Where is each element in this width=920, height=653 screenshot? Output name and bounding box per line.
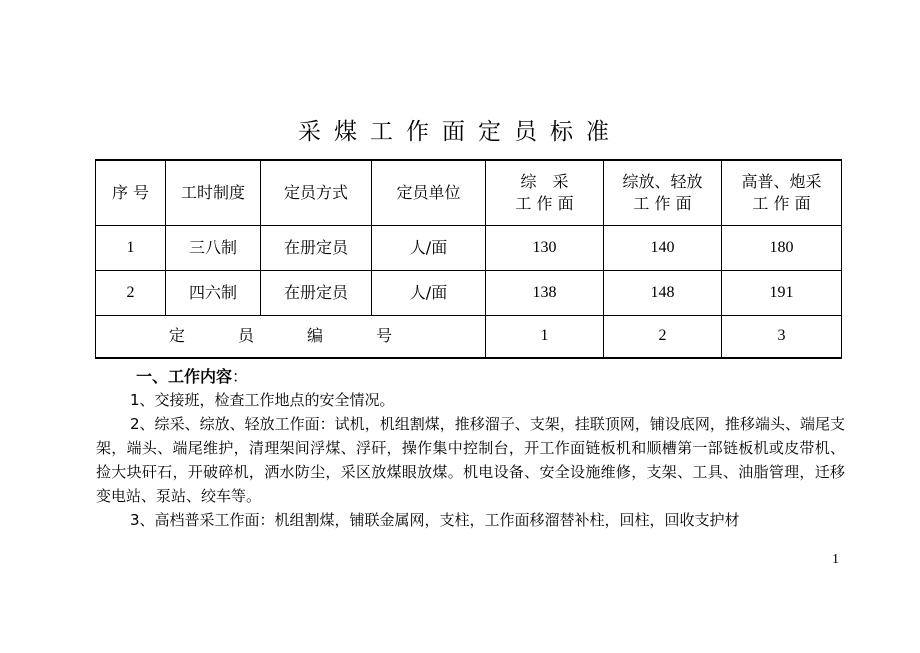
- cell-staffing-method: 在册定员: [261, 225, 372, 270]
- cell-staffing-method: 在册定员: [261, 270, 372, 315]
- cell-work-hours: 三八制: [166, 225, 261, 270]
- header-staffing-method: 定员方式: [261, 160, 372, 225]
- header-top-coal: [604, 160, 722, 225]
- header-seq: 序 号: [96, 160, 166, 225]
- header-fully-mechanized: [486, 160, 604, 225]
- cell-fully-mechanized: 138: [486, 270, 604, 315]
- work-content-body: [96, 388, 845, 532]
- paragraph: 3、高档普采工作面：机组割煤，铺联金属网，支柱，工作面移溜替补柱，回柱，回收支护材: [130, 511, 740, 529]
- header-fully-mechanized-line2: 工 作 面: [515, 193, 574, 213]
- header-top-coal-line2: 工 作 面: [633, 193, 692, 213]
- cell-high-grade: 191: [722, 270, 842, 315]
- cell-top-coal: 148: [604, 270, 722, 315]
- cell-work-hours: 四六制: [166, 270, 261, 315]
- cell-staffing-unit: 人/面: [372, 225, 486, 270]
- header-high-grade: [722, 160, 842, 225]
- section-heading-text: 一、工作内容: [136, 367, 233, 386]
- paragraph: 2、综采、综放、轻放工作面：试机，机组割煤，推移溜子、支架，挂联顶网，铺设底网，推移端头、端尾支架，端头、端尾维护，清理架间浮煤、浮矸，操作集中控制台，开工作面链板机和顺槽第一部链板机或皮带机、捡大块矸石，开破碎机，洒水防尘，采区放煤眼放煤。机电设备、安全设施维修，支架、工具、油脂管理，迁移变电站、泵站、绞车等。: [96, 415, 845, 505]
- cell-staffing-unit: 人/面: [372, 270, 486, 315]
- cell-high-grade: 180: [722, 225, 842, 270]
- document-title: 采煤工作面定员标准: [298, 119, 622, 145]
- staffing-code-label: 定 员 编 号: [96, 315, 486, 358]
- code-top-coal: 2: [604, 315, 722, 358]
- header-staffing-unit: 定员单位: [372, 160, 486, 225]
- header-work-hours: 工时制度: [166, 160, 261, 225]
- code-fully-mechanized: 1: [486, 315, 604, 358]
- cell-fully-mechanized: 130: [486, 225, 604, 270]
- table-row: [96, 225, 842, 270]
- cell-seq: 2: [96, 270, 166, 315]
- staffing-code-row: [96, 315, 842, 358]
- section-heading: [136, 364, 248, 387]
- cell-seq: 1: [96, 225, 166, 270]
- page-number: 1: [832, 552, 839, 567]
- code-high-grade: 3: [722, 315, 842, 358]
- paragraph: 1、交接班，检查工作地点的安全情况。: [130, 391, 395, 409]
- table-header-row: [96, 160, 842, 225]
- header-top-coal-line1: 综放、轻放: [622, 171, 703, 191]
- header-high-grade-line2: 工 作 面: [752, 193, 811, 213]
- section-heading-colon: ：: [232, 367, 249, 386]
- cell-top-coal: 140: [604, 225, 722, 270]
- header-fully-mechanized-line1: 综 采: [520, 171, 569, 191]
- staffing-standard-table: [95, 159, 842, 359]
- header-high-grade-line1: 高普、炮采: [741, 171, 822, 191]
- table-row: [96, 270, 842, 315]
